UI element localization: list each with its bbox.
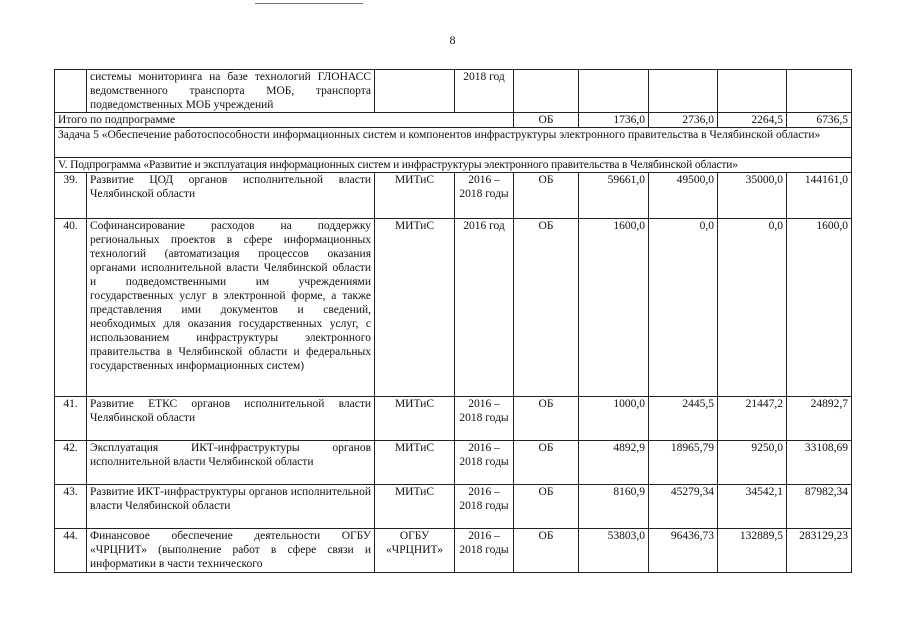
cell-name: Финансовое обеспечение деятельности ОГБУ «ЧРЦНИТ» (выполнение работ в сфере связи и информатики в части технического	[87, 529, 375, 573]
cell-2016: 59661,0	[579, 173, 649, 219]
cell-num	[55, 70, 87, 113]
cell-num: 39.	[55, 173, 87, 219]
cell-total: 87982,34	[787, 485, 852, 529]
cell-total: 33108,69	[787, 441, 852, 485]
cell-period: 2016 – 2018 годы	[455, 485, 514, 529]
program-table	[54, 69, 852, 573]
subtotal-source: ОБ	[514, 113, 579, 128]
cell-executor: ОГБУ «ЧРЦНИТ»	[375, 529, 455, 573]
cell-2018: 0,0	[718, 219, 787, 397]
cell-2017: 49500,0	[649, 173, 718, 219]
subtotal-2018: 2264,5	[718, 113, 787, 128]
table-row	[55, 529, 852, 573]
page-number: 8	[449, 33, 456, 47]
table-row-subtotal	[55, 113, 852, 128]
cell-2018	[718, 70, 787, 113]
cell-name: Развитие ИКТ-инфраструктуры органов исполнительной власти Челябинской области	[87, 485, 375, 529]
cell-executor: МИТиС	[375, 173, 455, 219]
cell-name: Развитие ЦОД органов исполнительной власти Челябинской области	[87, 173, 375, 219]
cell-source: ОБ	[514, 397, 579, 441]
cell-period: 2018 год	[455, 70, 514, 113]
cell-name: системы мониторинга на базе технологий ГЛОНАСС ведомственного транспорта МОБ, транспорта подведомственных МОБ учреждений	[87, 70, 375, 113]
cell-source: ОБ	[514, 529, 579, 573]
table-row-task	[55, 128, 852, 158]
cell-period: 2016 – 2018 годы	[455, 441, 514, 485]
cell-num: 40.	[55, 219, 87, 397]
table-row-subprogram	[55, 158, 852, 173]
cell-name: Развитие ЕТКС органов исполнительной власти Челябинской области	[87, 397, 375, 441]
table-row	[55, 441, 852, 485]
cell-source: ОБ	[514, 173, 579, 219]
cell-2017: 0,0	[649, 219, 718, 397]
cell-num: 44.	[55, 529, 87, 573]
cell-executor	[375, 70, 455, 113]
cell-2017: 2445,5	[649, 397, 718, 441]
cell-total: 283129,23	[787, 529, 852, 573]
cell-num: 41.	[55, 397, 87, 441]
table-row	[55, 397, 852, 441]
cell-2018: 21447,2	[718, 397, 787, 441]
subprogram-heading: V. Подпрограмма «Развитие и эксплуатация информационных систем и инфраструктуры электронного правительства в Челябинской области»	[55, 158, 852, 173]
subtotal-2016: 1736,0	[579, 113, 649, 128]
cell-2018: 9250,0	[718, 441, 787, 485]
subtotal-label: Итого по подпрограмме	[55, 113, 514, 128]
task-heading: Задача 5 «Обеспечение работоспособности информационных систем и компонентов инфраструктуры электронного правительства в Челябинской области»	[55, 128, 852, 158]
cell-period: 2016 – 2018 годы	[455, 397, 514, 441]
cell-2017: 45279,34	[649, 485, 718, 529]
subtotal-2017: 2736,0	[649, 113, 718, 128]
cell-total: 1600,0	[787, 219, 852, 397]
cell-executor: МИТиС	[375, 485, 455, 529]
cell-source: ОБ	[514, 485, 579, 529]
table-row-continued	[55, 70, 852, 113]
cell-source: ОБ	[514, 441, 579, 485]
cell-period: 2016 – 2018 годы	[455, 529, 514, 573]
cell-source: ОБ	[514, 219, 579, 397]
cell-name: Эксплуатация ИКТ-инфраструктуры органов исполнительной власти Челябинской области	[87, 441, 375, 485]
cell-period: 2016 год	[455, 219, 514, 397]
cell-executor: МИТиС	[375, 397, 455, 441]
cell-2018: 34542,1	[718, 485, 787, 529]
cell-source	[514, 70, 579, 113]
cell-2016: 53803,0	[579, 529, 649, 573]
header-rule	[255, 3, 363, 4]
cell-executor: МИТиС	[375, 441, 455, 485]
table-row	[55, 173, 852, 219]
cell-2018: 132889,5	[718, 529, 787, 573]
cell-2017: 96436,73	[649, 529, 718, 573]
subtotal-total: 6736,5	[787, 113, 852, 128]
cell-2016: 1000,0	[579, 397, 649, 441]
cell-total: 24892,7	[787, 397, 852, 441]
cell-num: 43.	[55, 485, 87, 529]
cell-2016: 8160,9	[579, 485, 649, 529]
cell-2016: 4892,9	[579, 441, 649, 485]
cell-2018: 35000,0	[718, 173, 787, 219]
cell-num: 42.	[55, 441, 87, 485]
table-row	[55, 485, 852, 529]
cell-total	[787, 70, 852, 113]
cell-total: 144161,0	[787, 173, 852, 219]
cell-2016	[579, 70, 649, 113]
cell-executor: МИТиС	[375, 219, 455, 397]
cell-name: Софинансирование расходов на поддержку региональных проектов в сфере информационных технологий (автоматизация процессов оказания органами исполнительной власти Челябинской области и подведомственными им учреждениями государственных услуг в электронной форме, а также представления ими документов и сведений, необходимых для оказания государственных услуг, с использованием инфраструктуры электронного правительства в Челябинской области и федеральных государственных информационных систем)	[87, 219, 375, 397]
table-row	[55, 219, 852, 397]
cell-2017	[649, 70, 718, 113]
cell-2016: 1600,0	[579, 219, 649, 397]
cell-2017: 18965,79	[649, 441, 718, 485]
cell-period: 2016 – 2018 годы	[455, 173, 514, 219]
